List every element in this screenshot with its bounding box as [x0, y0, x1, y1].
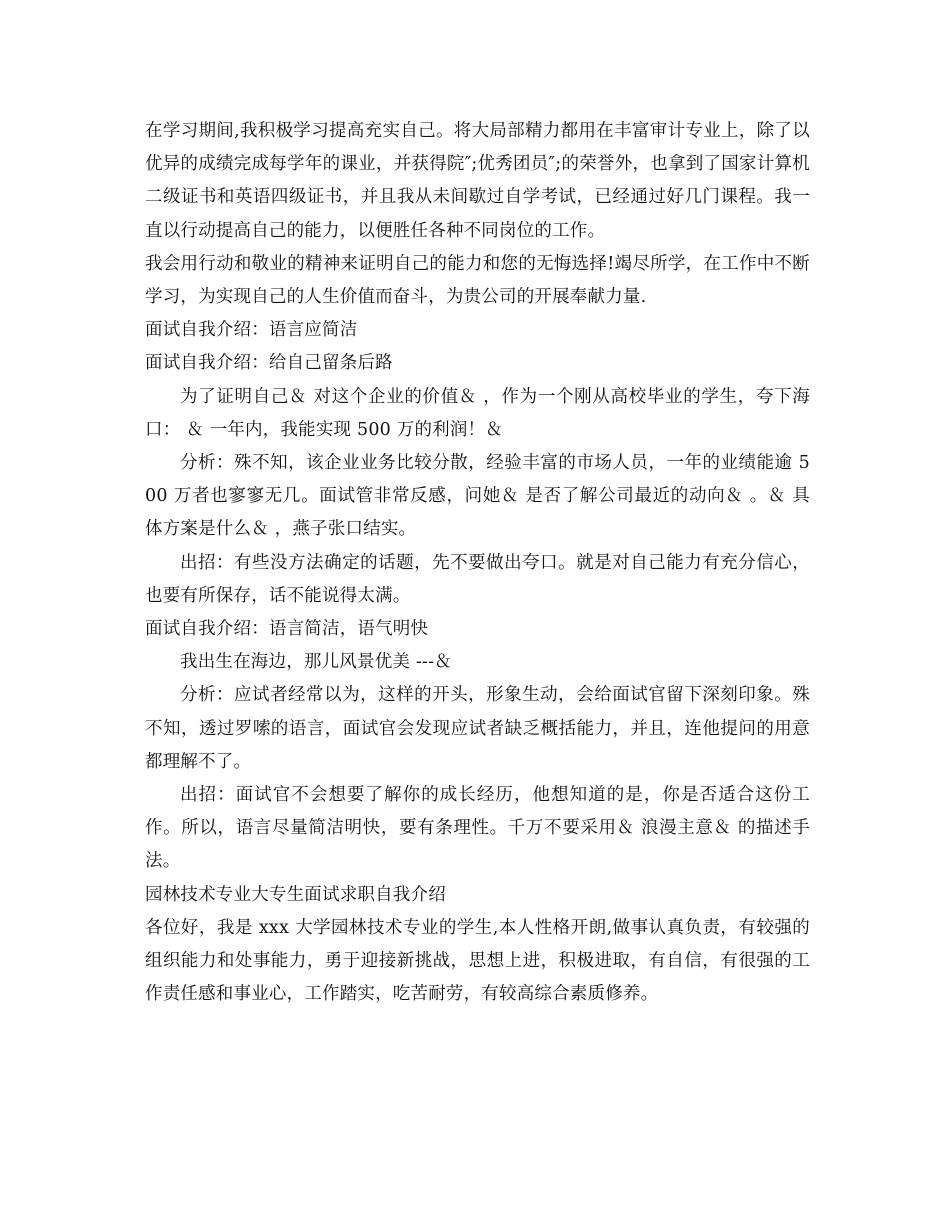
- paragraph-analysis-seaside: 分析：应试者经常以为，这样的开头，形象生动，会给面试官留下深刻印象。殊不知，透过罗嗦的语言，面试官会发现应试者缺乏概括能力，并且，连他提问的用意都理解不了。: [145, 685, 810, 772]
- heading-leave-way-out: 面试自我介绍：给自己留条后路: [145, 353, 393, 374]
- paragraph-tip-boast: 出招：有些没方法确定的话题，先不要做出夸口。就是对自己能力有充分信心，也要有所保存，话不能说得太满。: [145, 552, 810, 606]
- paragraph-tip-seaside: 出招：面试官不会想要了解你的成长经历，他想知道的是，你是否适合这份工作。所以，语言尽量简洁明快，要有条理性。千万不要采用＆ 浪漫主意＆ 的描述手法。: [145, 785, 810, 872]
- document-body: [145, 115, 810, 1011]
- paragraph-example-boast: 为了证明自己＆ 对这个企业的价值＆ ，作为一个刚从高校毕业的学生，夸下海口： ＆ 一年内，我能实现 500 万的利润！＆: [145, 386, 810, 440]
- heading-landscape-intro: 园林技术专业大专生面试求职自我介绍: [145, 884, 446, 905]
- paragraph-landscape-intro: 各位好，我是 xxx 大学园林技术专业的学生,本人性格开朗,做事认真负责，有较强的组织能力和处事能力，勇于迎接新挑战，思想上进，积极进取，有自信，有很强的工作责任感和事业心，工作踏实，吃苦耐劳，有较高综合素质修养。: [145, 917, 810, 1005]
- heading-concise-language: 面试自我介绍：语言应简洁: [145, 320, 358, 341]
- heading-concise-tone: 面试自我介绍：语言简洁，语气明快: [145, 619, 429, 640]
- paragraph-study-period: 在学习期间,我积极学习提高充实自己。将大局部精力都用在丰富审计专业上，除了以优异的成绩完成每学年的课业，并获得院″;优秀团员″;的荣誉外，也拿到了国家计算机二级证书和英语四级证书，并且我从未间歇过自学考试，已经通过好几门课程。我一直以行动提高自己的能力，以便胜任各种不同岗位的工作。: [145, 121, 810, 241]
- paragraph-commitment: 我会用行动和敬业的精神来证明自己的能力和您的无悔选择!竭尽所学，在工作中不断学习，为实现自己的人生价值而奋斗，为贵公司的开展奉献力量.: [145, 253, 810, 308]
- paragraph-example-seaside: 我出生在海边，那儿风景优美 ---＆: [180, 652, 452, 673]
- paragraph-analysis-boast: 分析：殊不知，该企业业务比较分散，经验丰富的市场人员，一年的业绩能逾 500 万者也寥寥无几。面试管非常反感，问她＆ 是否了解公司最近的动向＆ 。＆ 具体方案是什么＆ ，燕子张口结实。: [145, 453, 810, 540]
